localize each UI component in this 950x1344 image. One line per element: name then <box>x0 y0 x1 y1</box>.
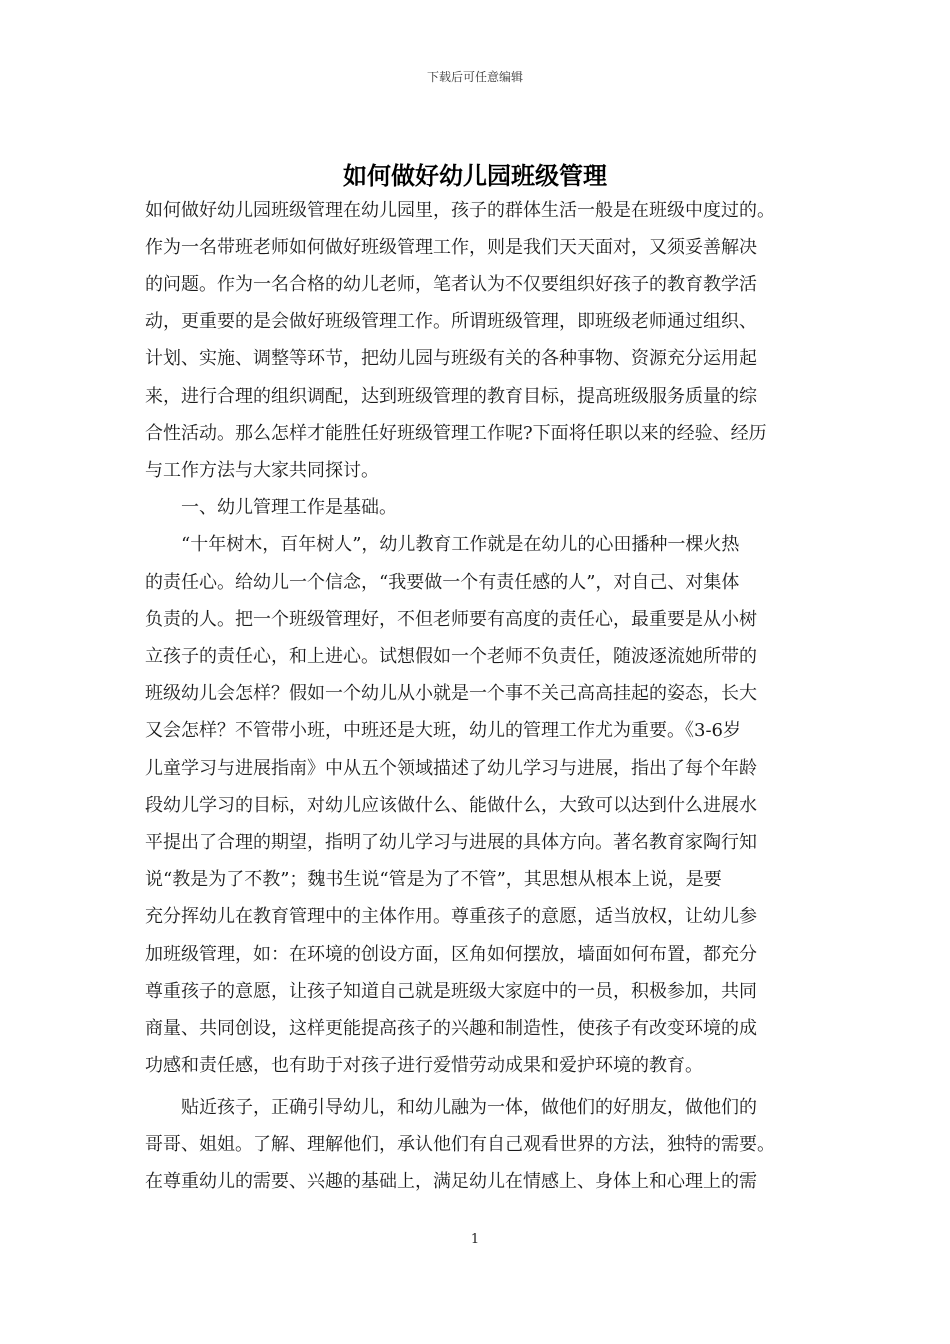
text-line: 立孩子的责任心，和上进心。试想假如一个老师不负责任，随波逐流她所带的 <box>145 646 757 667</box>
text-line: 作为一名带班老师如何做好班级管理工作，则是我们天天面对，又须妥善解决 <box>145 237 757 258</box>
text-line: 如何做好幼儿园班级管理在幼儿园里，孩子的群体生活一般是在班级中度过的。 <box>145 200 775 221</box>
text-line: 的问题。作为一名合格的幼儿老师，笔者认为不仅要组织好孩子的教育教学活 <box>145 274 757 295</box>
text-line: 负责的人。把一个班级管理好，不但老师要有高度的责任心，最重要是从小树 <box>145 609 757 630</box>
text-line: 动，更重要的是会做好班级管理工作。所谓班级管理，即班级老师通过组织、 <box>145 311 757 332</box>
text-line: 与工作方法与大家共同探讨。 <box>145 460 379 481</box>
document-title: 如何做好幼儿园班级管理 <box>343 161 607 190</box>
text-line: 加班级管理，如：在环境的创设方面，区角如何摆放，墙面如何布置，都充分 <box>145 944 757 965</box>
text-line: 段幼儿学习的目标，对幼儿应该做什么、能做什么，大致可以达到什么进展水 <box>145 795 757 816</box>
text-line: 的责任心。给幼儿一个信念，“我要做一个有责任感的人”，对自己、对集体 <box>145 572 740 593</box>
text-line: 合性活动。那么怎样才能胜任好班级管理工作呢?下面将任职以来的经验、经历 <box>145 423 767 444</box>
text-line: 又会怎样？不管带小班，中班还是大班，幼儿的管理工作尤为重要。《3-6岁 <box>145 720 741 741</box>
page-number: 1 <box>470 1232 480 1247</box>
text-line: 功感和责任感，也有助于对孩子进行爱惜劳动成果和爱护环境的教育。 <box>145 1055 703 1076</box>
page-header: 下载后可任意编辑 <box>426 70 523 84</box>
text-line: 充分挥幼儿在教育管理中的主体作用。尊重孩子的意愿，适当放权，让幼儿参 <box>145 906 757 927</box>
text-line: 平提出了合理的期望，指明了幼儿学习与进展的具体方向。著名教育家陶行知 <box>145 832 757 853</box>
text-line: 计划、实施、调整等环节，把幼儿园与班级有关的各种事物、资源充分运用起 <box>145 348 757 369</box>
text-line: 来，进行合理的组织调配，达到班级管理的教育目标，提高班级服务质量的综 <box>145 386 757 407</box>
text-line: 哥哥、姐姐。了解、理解他们，承认他们有自己观看世界的方法，独特的需要。 <box>145 1134 775 1155</box>
text-line: 商量、共同创设，这样更能提高孩子的兴趣和制造性，使孩子有改变环境的成 <box>145 1018 757 1039</box>
text-line: “十年树木，百年树人”，幼儿教育工作就是在幼儿的心田播种一棵火热 <box>181 534 740 555</box>
section-heading: 一、幼儿管理工作是基础。 <box>181 497 397 518</box>
text-line: 儿童学习与进展指南》中从五个领域描述了幼儿学习与进展，指出了每个年龄 <box>145 758 757 779</box>
text-line: 贴近孩子，正确引导幼儿，和幼儿融为一体，做他们的好朋友，做他们的 <box>181 1097 757 1118</box>
text-line: 尊重孩子的意愿，让孩子知道自己就是班级大家庭中的一员，积极参加，共同 <box>145 981 757 1002</box>
text-line: 说“教是为了不教”；魏书生说“管是为了不管”，其思想从根本上说，是要 <box>145 869 722 890</box>
text-line: 班级幼儿会怎样？假如一个幼儿从小就是一个事不关己高高挂起的姿态，长大 <box>145 683 757 704</box>
text-line: 在尊重幼儿的需要、兴趣的基础上，满足幼儿在情感上、身体上和心理上的需 <box>145 1171 757 1192</box>
